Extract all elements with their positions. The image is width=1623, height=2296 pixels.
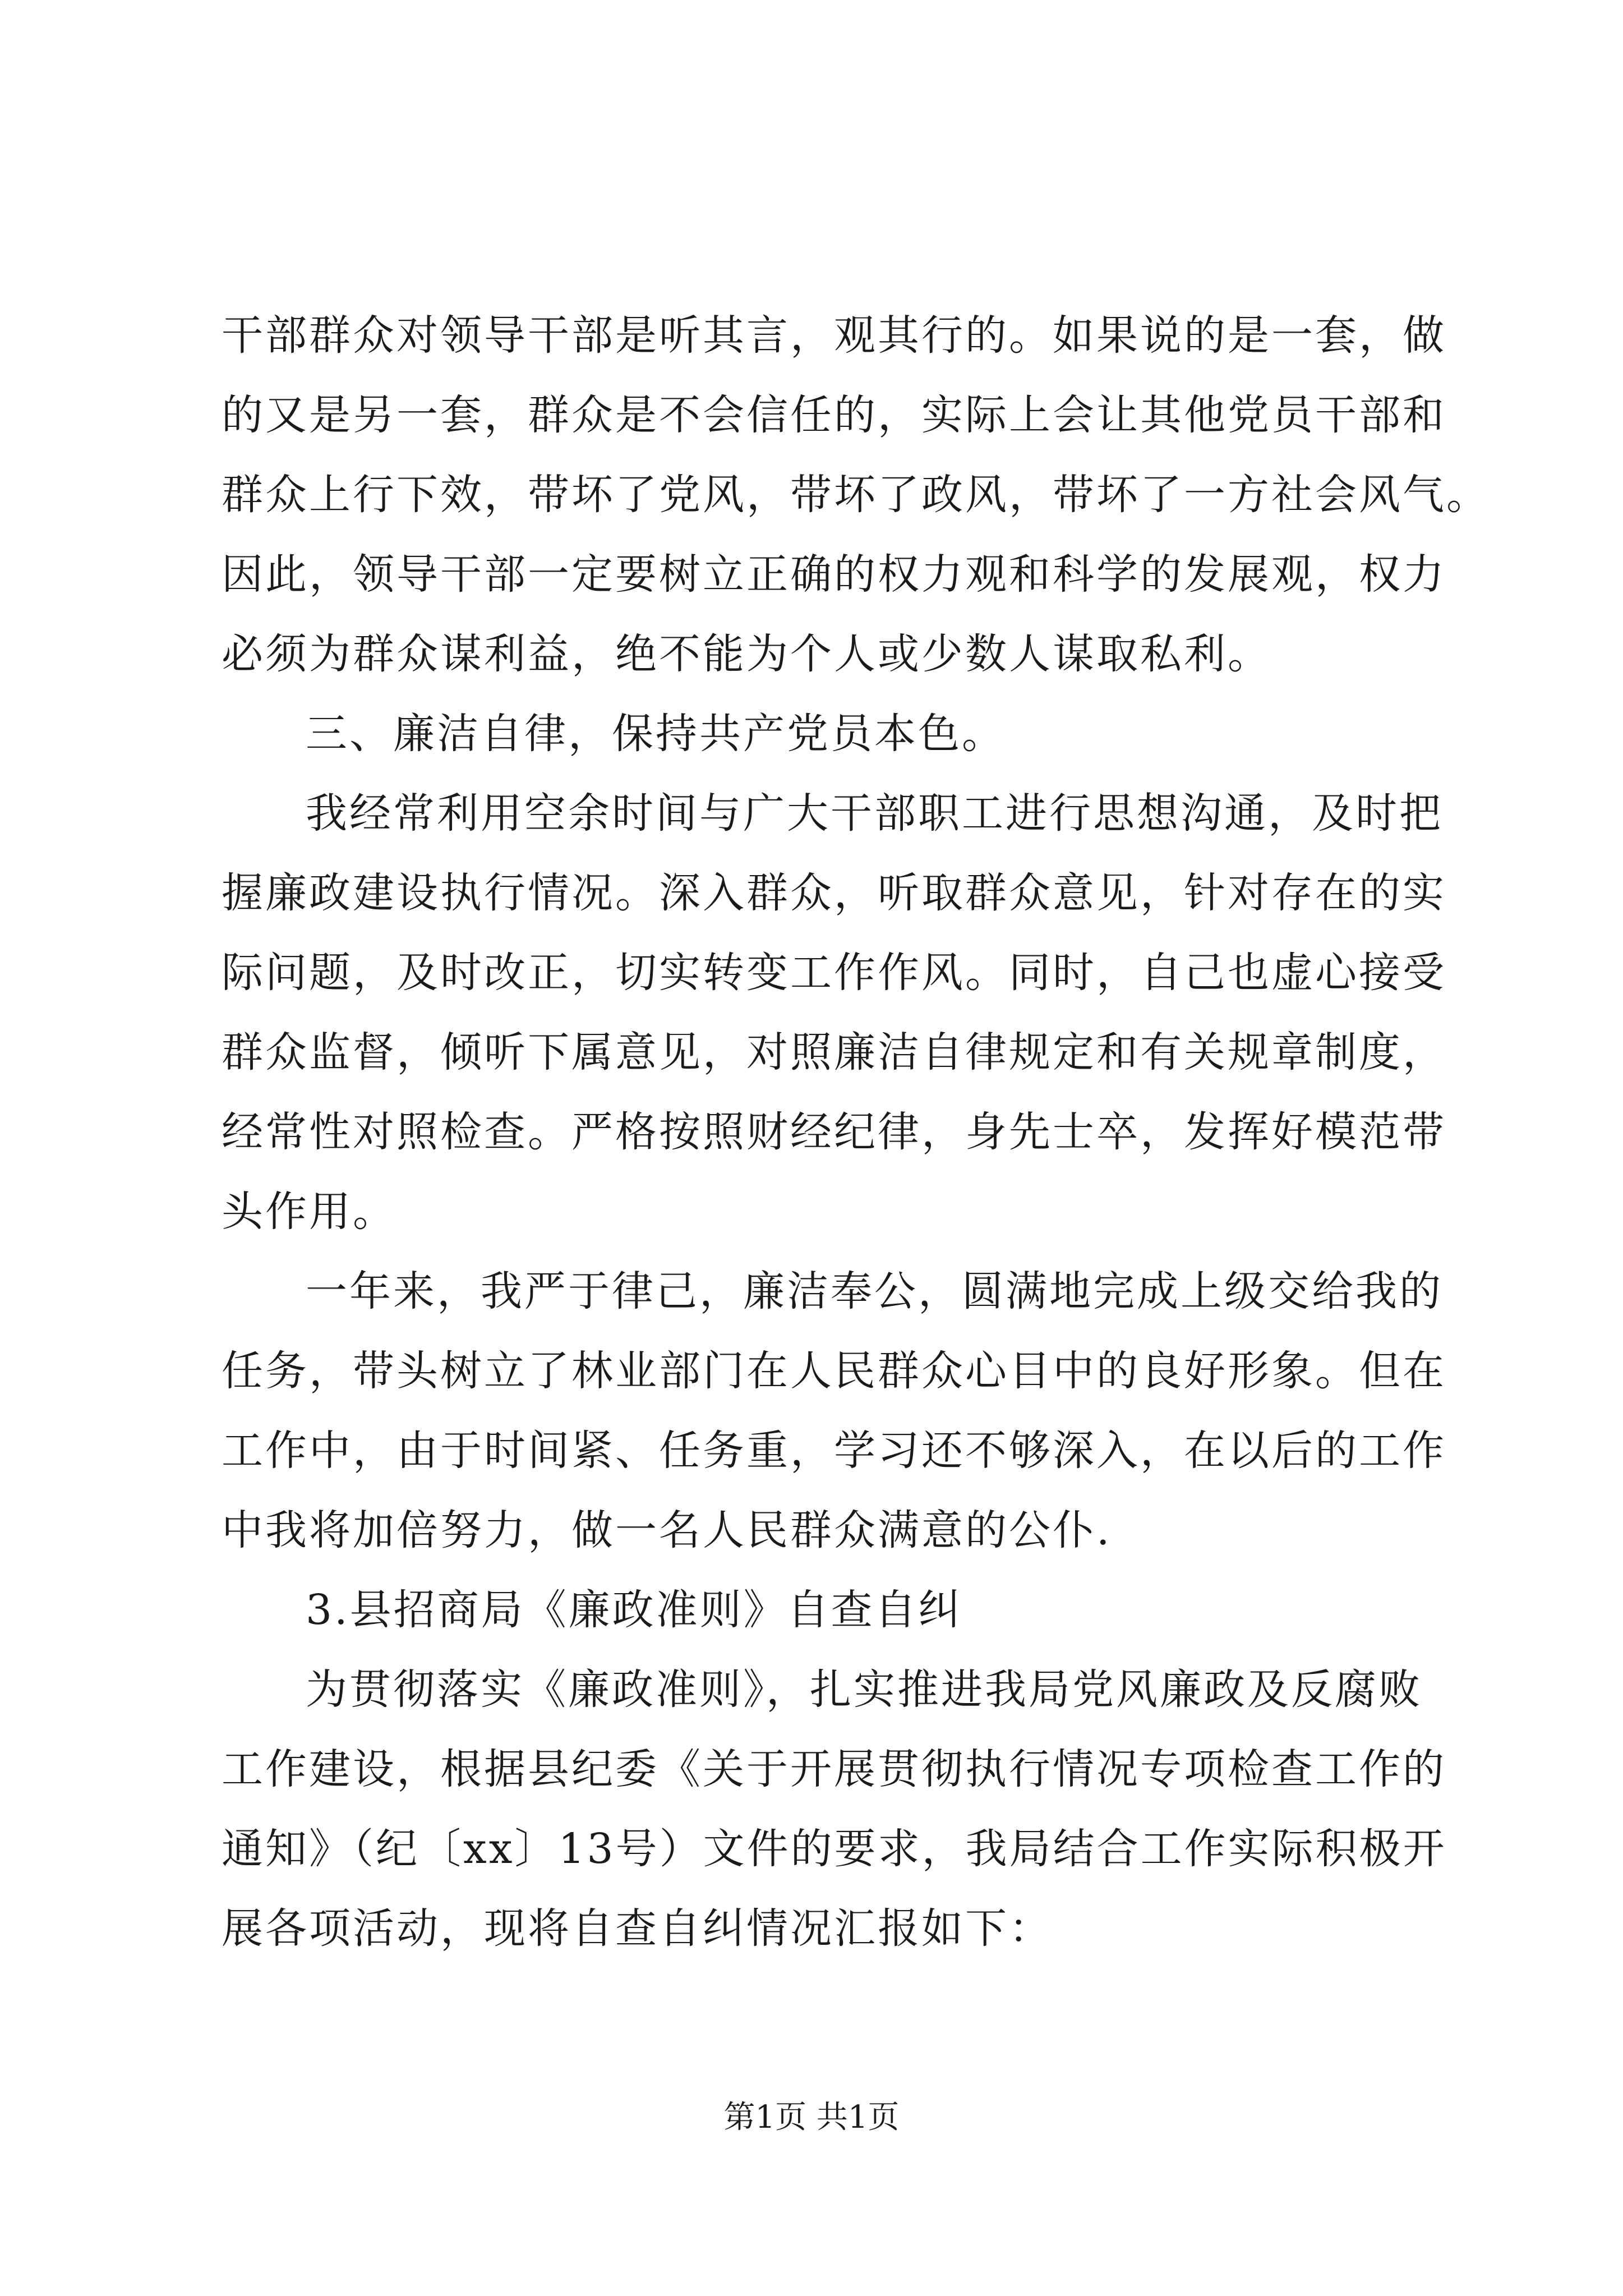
paragraph-line: 为贯彻落实《廉政准则》，扎实推进我局党风廉政及反腐败 [306,1665,1422,1714]
paragraph-line: 中我将加倍努力，做一名人民群众满意的公仆. [222,1506,1112,1554]
paragraph-line: 通知》（纪〔xx〕13号）文件的要求，我局结合工作实际积极开 [222,1825,1447,1873]
paragraph-line: 际问题，及时改正，切实转变工作作风。同时，自己也虚心接受 [222,949,1446,997]
paragraph-line: 群众监督，倾听下属意见，对照廉洁自律规定和有关规章制度， [222,1028,1446,1076]
paragraph-line: 我经常利用空余时间与广大干部职工进行思想沟通，及时把 [306,789,1443,838]
paragraph-line: 工作建设，根据县纪委《关于开展贯彻执行情况专项检查工作的 [222,1745,1446,1793]
paragraph-line: 展各项活动，现将自查自纠情况汇报如下： [222,1904,1053,1953]
paragraph-line: 头作用。 [222,1188,396,1236]
page-footer: 第1页 共1页 [723,2099,900,2136]
paragraph-line: 握廉政建设执行情况。深入群众，听取群众意见，针对存在的实 [222,869,1446,917]
section-heading: 三、廉洁自律，保持共产党员本色。 [306,710,1006,758]
paragraph-line: 任务，带头树立了林业部门在人民群众心目中的良好形象。但在 [222,1347,1446,1395]
paragraph-line: 工作中，由于时间紧、任务重，学习还不够深入，在以后的工作 [222,1427,1446,1475]
paragraph-line: 因此，领导干部一定要树立正确的权力观和科学的发展观，权力 [222,550,1446,599]
paragraph-line: 必须为群众谋利益，绝不能为个人或少数人谋取私利。 [222,630,1271,678]
paragraph-line: 干部群众对领导干部是听其言，观其行的。如果说的是一套，做 [222,311,1446,360]
paragraph-line: 群众上行下效，带坏了党风，带坏了政风，带坏了一方社会风气。 [222,471,1490,519]
paragraph-line: 经常性对照检查。严格按照财经纪律，身先士卒，发挥好模范带 [222,1108,1446,1156]
paragraph-line: 的又是另一套，群众是不会信任的，实际上会让其他党员干部和 [222,391,1446,439]
document-title: 3.县招商局《廉政准则》自查自纠 [306,1586,962,1634]
paragraph-line: 一年来，我严于律己，廉洁奉公，圆满地完成上级交给我的 [306,1267,1443,1315]
